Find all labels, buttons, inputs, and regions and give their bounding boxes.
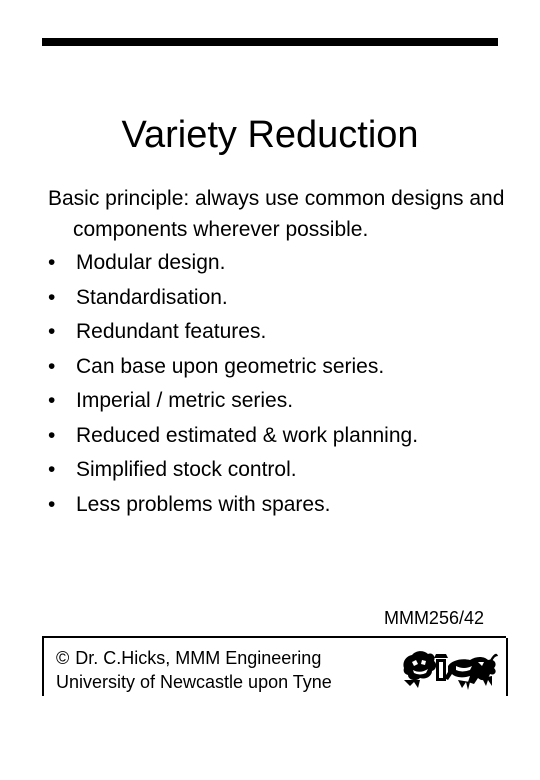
bullet-symbol: • bbox=[48, 320, 56, 343]
bullet-item bbox=[48, 419, 508, 454]
bullet-symbol: • bbox=[48, 285, 56, 309]
bullet-item bbox=[48, 246, 508, 281]
bullet-item bbox=[48, 350, 508, 385]
bullet-text: Standardisation. bbox=[76, 285, 228, 309]
bullet-item bbox=[48, 384, 508, 419]
bullet-text: Can base upon geometric series. bbox=[76, 354, 385, 378]
bullet-symbol: • bbox=[48, 389, 56, 412]
bullet-text: Less problems with spares. bbox=[76, 492, 331, 516]
footer-rule-left bbox=[42, 636, 44, 696]
bullet-item bbox=[48, 453, 508, 488]
footer-institution: University of Newcastle upon Tyne bbox=[56, 672, 332, 692]
bullet-text: Modular design. bbox=[76, 251, 226, 274]
bullet-text: Imperial / metric series. bbox=[76, 389, 294, 412]
bullet-symbol: • bbox=[48, 492, 56, 516]
slide-content bbox=[48, 184, 508, 522]
bullet-symbol: • bbox=[48, 458, 56, 481]
bullet-symbol: • bbox=[48, 251, 56, 274]
slide-code: MMM256/42 bbox=[383, 608, 484, 628]
bullet-symbol: • bbox=[48, 423, 56, 447]
bullet-text: Redundant features. bbox=[76, 320, 267, 343]
footer-author: Dr. C.Hicks, MMM Engineering bbox=[75, 648, 322, 668]
bullet-text: Reduced estimated & work planning. bbox=[76, 423, 419, 447]
footer-line-1 bbox=[56, 646, 332, 670]
top-rule bbox=[42, 38, 498, 46]
bullet-item bbox=[48, 315, 508, 350]
intro-text: Basic principle: always use common designs and components wherever possible. bbox=[48, 187, 505, 241]
footer-credit bbox=[56, 646, 332, 694]
university-logo bbox=[392, 638, 508, 696]
heraldic-lion-icon bbox=[398, 644, 500, 694]
bullet-list bbox=[48, 246, 508, 522]
slide-title: Variety Reduction bbox=[121, 114, 419, 156]
bullet-text: Simplified stock control. bbox=[76, 458, 297, 481]
bullet-item bbox=[48, 488, 508, 523]
bullet-symbol: • bbox=[48, 354, 56, 378]
copyright-symbol: © bbox=[56, 648, 70, 668]
bullet-item bbox=[48, 281, 508, 316]
